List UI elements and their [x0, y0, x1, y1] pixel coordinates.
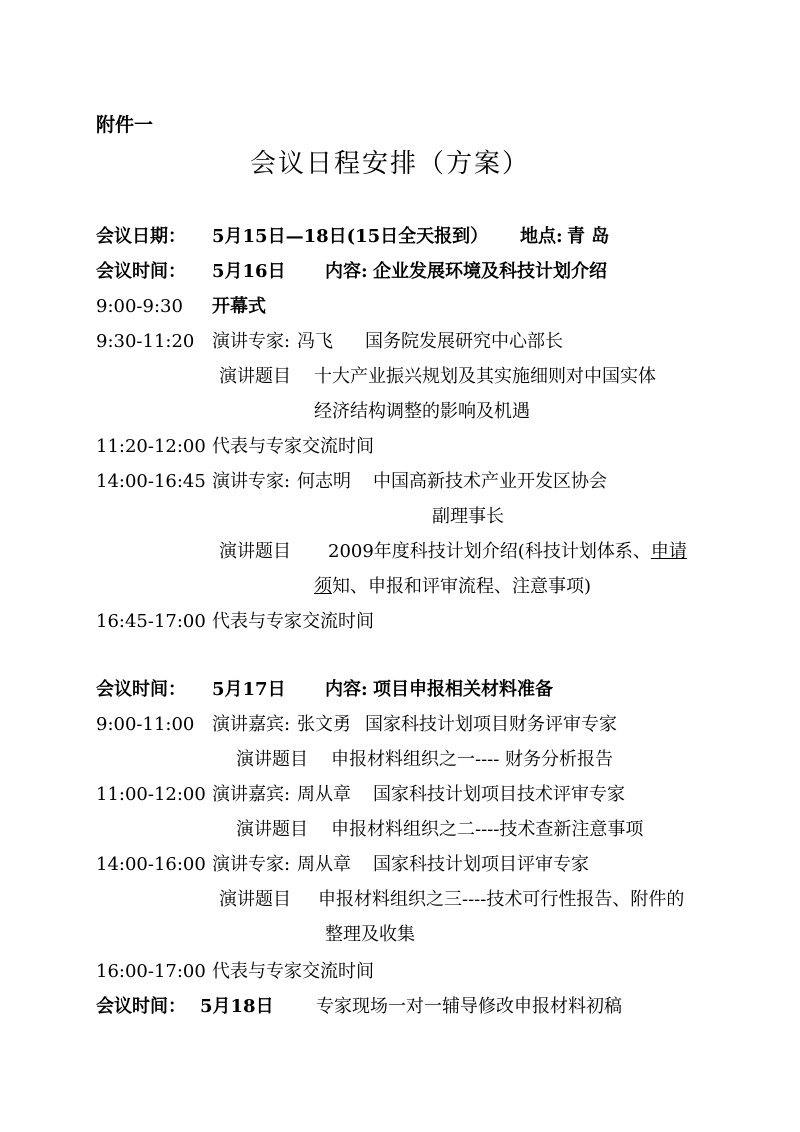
day16-date: 5月16日	[212, 261, 286, 282]
topic-text: 申报材料组织之二----技术查新注意事项	[331, 819, 644, 840]
time-slot: 16:00-17:00	[96, 961, 206, 982]
session-text: 代表与专家交流时间	[212, 961, 374, 982]
page-title: 会议日程安排（方案）	[250, 149, 531, 179]
speaker-name: 张文勇	[297, 714, 351, 735]
attachment-label: 附件一	[96, 114, 154, 136]
topic-text: 十大产业振兴规划及其实施细则对中国实体	[314, 366, 656, 387]
speaker-label: 演讲专家:	[212, 471, 291, 492]
topic-label: 演讲题目	[219, 541, 291, 562]
day17-label: 会议时间：	[96, 679, 186, 700]
day18-label: 会议时间：	[96, 996, 186, 1017]
speaker-label: 演讲专家:	[212, 854, 291, 875]
topic-text: 经济结构调整的影响及机遇	[314, 401, 530, 422]
topic-label: 演讲题目	[219, 889, 291, 910]
topic-text-underlined: 须	[314, 576, 332, 597]
session-text: 开幕式	[212, 296, 266, 317]
time-slot: 16:45-17:00	[96, 611, 206, 632]
topic-label: 演讲题目	[236, 819, 308, 840]
speaker-label: 演讲嘉宾:	[212, 784, 291, 805]
speaker-name: 冯飞	[297, 331, 333, 352]
day17-content-label: 内容:	[325, 679, 368, 700]
speaker-label: 演讲专家:	[212, 331, 291, 352]
time-slot: 11:20-12:00	[96, 436, 206, 457]
speaker-name: 周从章	[297, 784, 351, 805]
meeting-date-value: 5月15日—18日(15日全天报到）	[212, 226, 489, 247]
day16-content: 企业发展环境及科技计划介绍	[373, 261, 607, 282]
place-label: 地点:	[520, 226, 563, 247]
speaker-label: 演讲嘉宾:	[212, 714, 291, 735]
session-text: 代表与专家交流时间	[212, 611, 374, 632]
day16-label: 会议时间：	[96, 261, 186, 282]
place-value: 青 岛	[567, 226, 610, 247]
day17-date: 5月17日	[212, 679, 286, 700]
time-slot: 14:00-16:00	[96, 854, 206, 875]
topic-text: 申报材料组织之三----技术可行性报告、附件的	[318, 889, 685, 910]
speaker-affiliation: 国家科技计划项目技术评审专家	[373, 784, 625, 805]
topic-text: 申报材料组织之一---- 财务分析报告	[331, 749, 614, 770]
speaker-name: 何志明	[297, 471, 351, 492]
topic-text	[328, 540, 687, 564]
topic-text-part: 2009年度科技计划介绍(科技计划体系、	[328, 541, 651, 562]
speaker-affiliation: 国家科技计划项目评审专家	[373, 854, 589, 875]
speaker-affiliation: 副理事长	[432, 506, 504, 527]
speaker-affiliation: 中国高新技术产业开发区协会	[373, 471, 607, 492]
day18-content: 专家现场一对一辅导修改申报材料初稿	[316, 996, 622, 1017]
meeting-date-label: 会议日期：	[96, 226, 186, 247]
day17-content: 项目申报相关材料准备	[373, 679, 553, 700]
topic-label: 演讲题目	[236, 749, 308, 770]
day18-date: 5月18日	[200, 996, 274, 1017]
time-slot: 9:30-11:20	[96, 331, 195, 352]
topic-text-underlined: 申请	[650, 541, 687, 562]
time-slot: 14:00-16:45	[96, 471, 206, 492]
topic-text-part: 知、申报和评审流程、注意事项)	[332, 576, 592, 597]
speaker-name: 周从章	[297, 854, 351, 875]
speaker-affiliation: 国务院发展研究中心部长	[365, 331, 563, 352]
speaker-affiliation: 国家科技计划项目财务评审专家	[365, 714, 617, 735]
time-slot: 9:00-11:00	[96, 714, 195, 735]
time-slot: 9:00-9:30	[96, 296, 183, 317]
time-slot: 11:00-12:00	[96, 784, 206, 805]
day16-content-label: 内容:	[325, 261, 368, 282]
topic-text: 整理及收集	[325, 924, 415, 945]
topic-label: 演讲题目	[219, 366, 291, 387]
session-text: 代表与专家交流时间	[212, 436, 374, 457]
topic-text	[314, 575, 591, 599]
